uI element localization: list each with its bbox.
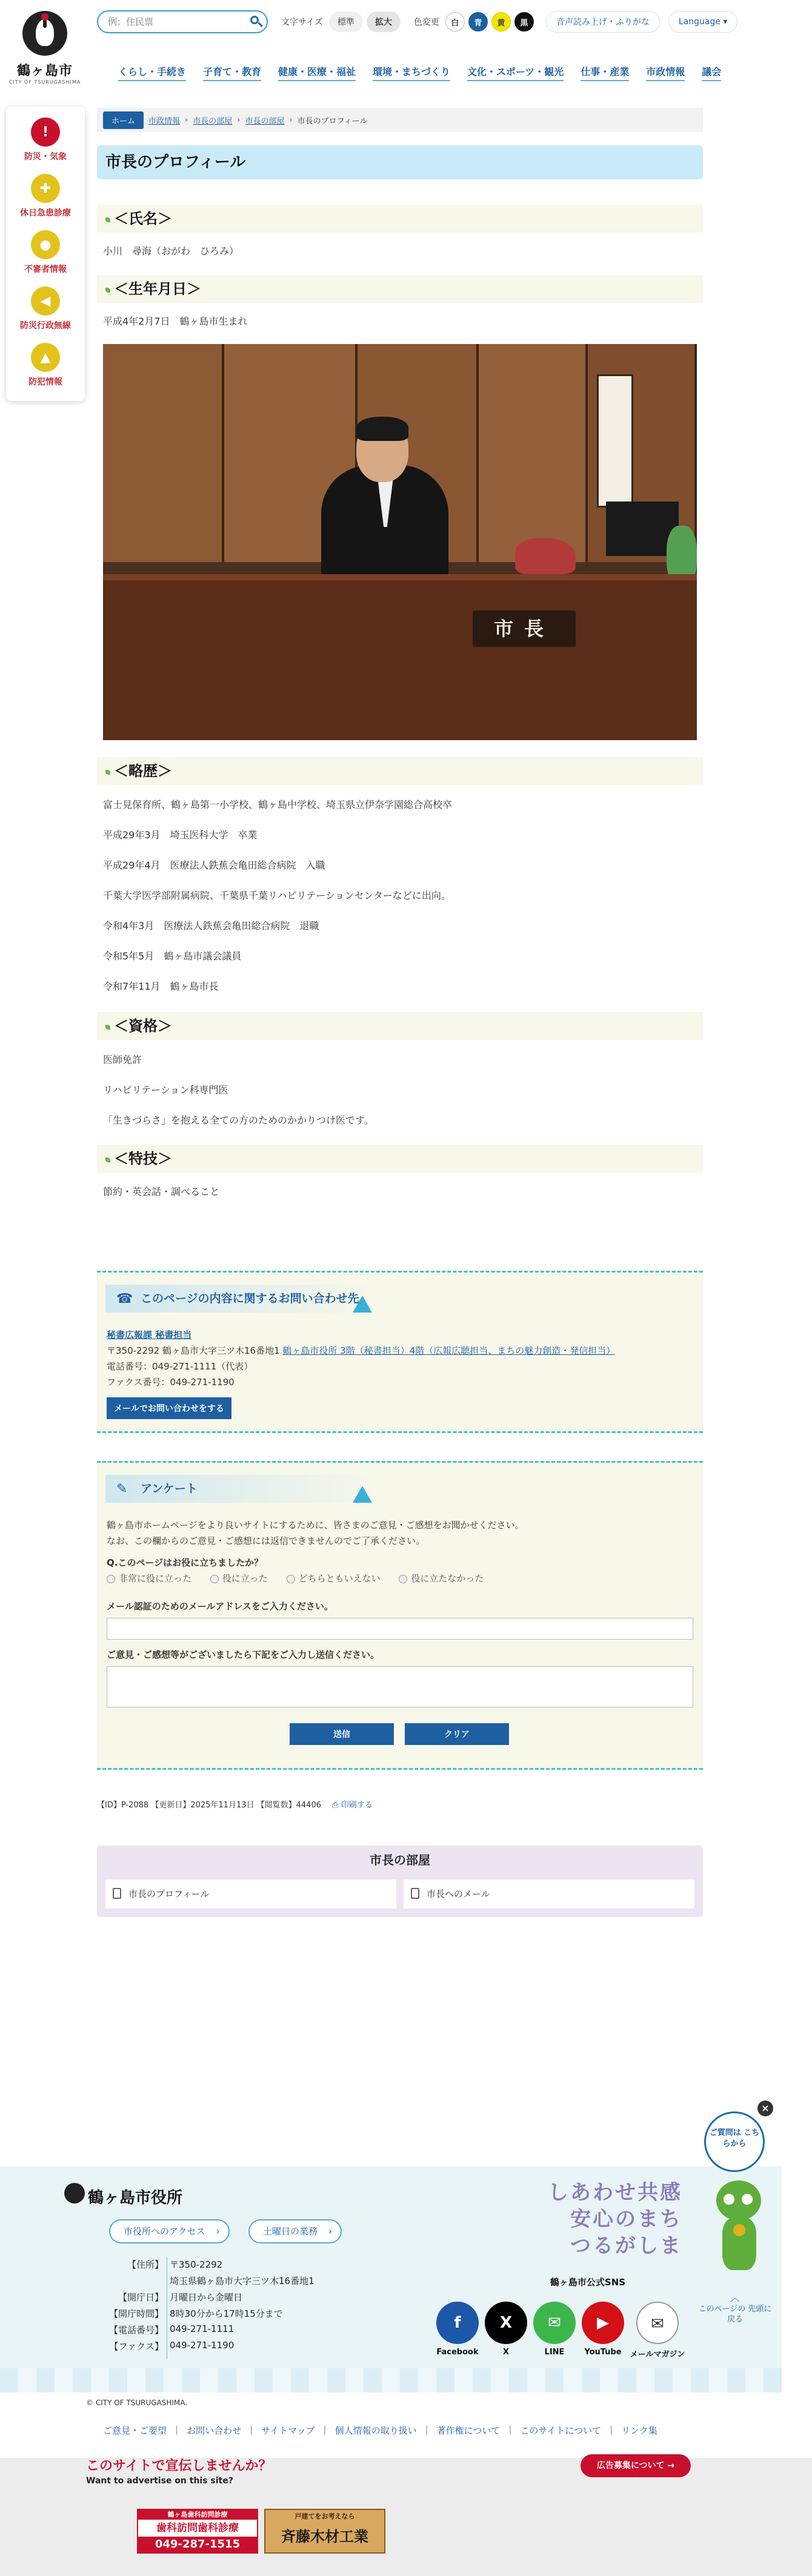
contact-fax: ファクス番号：049-271-1190 (107, 1377, 235, 1388)
quick-side-nav (6, 107, 85, 401)
mayor-room-title: 市長の部屋 (370, 1853, 430, 1867)
comment-textarea[interactable] (107, 1666, 693, 1707)
search-button[interactable] (248, 15, 264, 29)
room-link-mail[interactable]: 市長へのメール (404, 1879, 694, 1909)
color-blue-button[interactable]: 青 (468, 12, 488, 31)
history-item: 平成29年4月 医療法人鉄蕉会亀田総合病院 入職 (103, 859, 325, 871)
breadcrumb-mayor-room-2[interactable]: 市長の部屋 (245, 116, 285, 126)
clear-button[interactable]: クリア (405, 1723, 509, 1745)
contact-phone: 電話番号：049-271-1111（代表） (107, 1361, 253, 1372)
section-heading-name: ＜氏名＞ (97, 205, 703, 233)
mascot-character (708, 2180, 768, 2283)
gnav-environment[interactable]: 環境・まちづくり (373, 64, 450, 81)
chevron-right-icon: › (328, 2226, 333, 2237)
footer-link-privacy[interactable]: 個人情報の取り扱い (334, 2425, 417, 2436)
breadcrumb-mayor-room[interactable]: 市長の部屋 (193, 116, 233, 126)
contact-address: 〒350-2292 鶴ヶ島市大字三ツ木16番地1 鶴ヶ島市役所 3階（秘書担当）4階（広報広聴担当、まちの魅力創造・発信担当） (107, 1345, 616, 1356)
gnav-work[interactable]: 仕事・産業 (581, 64, 629, 81)
document-icon (411, 1888, 419, 1899)
color-white-button[interactable]: 白 (445, 12, 465, 31)
ad-banner-dental[interactable]: 鶴ヶ島歯科訪問診療 歯科訪問歯科診療 049-287-1515 (137, 2509, 258, 2554)
qualification-item: 医師免許 (103, 1054, 142, 1065)
page-title: 市長のプロフィール (97, 145, 703, 179)
leaf-icon (105, 1025, 110, 1030)
ad-title: このサイトで宣伝しませんか？ (86, 2458, 272, 2474)
side-item-disaster[interactable]: ! 防災・気象 (9, 118, 82, 174)
header (0, 0, 812, 109)
side-item-crime[interactable]: ▲ 防犯情報 (9, 343, 82, 399)
sns-title: 鶴ヶ島市公式SNS (550, 2277, 626, 2288)
sns-youtube[interactable]: ▶ YouTube (579, 2302, 627, 2357)
contact-box-title: ☎ このページの内容に関するお問い合わせ先 (105, 1285, 372, 1313)
submit-button[interactable]: 送信 (290, 1723, 394, 1745)
footer-link-contact[interactable]: お問い合わせ (187, 2425, 242, 2436)
history-item: 令和4年3月 医療法人鉄蕉会亀田総合病院 退職 (103, 920, 319, 932)
color-yellow-button[interactable]: 黄 (491, 12, 511, 31)
side-item-holiday-clinic[interactable]: ✚ 休日急患診療 (9, 174, 82, 230)
history-item: 令和5年5月 鶴ヶ島市議会議員 (103, 950, 242, 962)
saturday-service-button[interactable]: 土曜日の業務 › (248, 2219, 342, 2243)
global-nav (118, 64, 809, 81)
gnav-culture[interactable]: 文化・スポーツ・観光 (467, 64, 564, 81)
alert-person-icon: ● (31, 230, 60, 259)
gnav-city-info[interactable]: 市政情報 (646, 64, 685, 81)
utility-bar (97, 10, 806, 34)
email-label: メール認証のためのメールアドレスをご入力ください。 (107, 1601, 333, 1612)
facebook-icon: f (436, 2302, 479, 2344)
chevron-right-icon: › (216, 2226, 220, 2237)
gnav-health[interactable]: 健康・医療・福祉 (278, 64, 356, 81)
leaf-icon (105, 1157, 110, 1162)
sns-facebook[interactable]: f Facebook (433, 2302, 482, 2357)
footer-link-about[interactable]: このサイトについて (520, 2425, 602, 2436)
gnav-living[interactable]: くらし・手続き (118, 64, 186, 81)
siren-icon: ▲ (31, 343, 60, 372)
ad-subtitle: Want to advertise on this site? (86, 2476, 233, 2486)
contact-department-link[interactable]: 秘書広報課 秘書担当 (107, 1329, 192, 1340)
mayor-photo (103, 344, 697, 740)
font-size-large-button[interactable]: 拡大 (367, 12, 401, 32)
breadcrumb-home[interactable]: ホーム (103, 111, 144, 129)
print-button[interactable]: ⎙ 印刷する (332, 1801, 373, 1810)
font-size-label: 文字サイズ (281, 18, 323, 27)
font-size-normal-button[interactable]: 標準 (329, 12, 363, 32)
speaker-icon: ◀ (31, 286, 60, 316)
color-change-label: 色変更 (413, 18, 439, 27)
color-black-button[interactable]: 黒 (514, 12, 534, 31)
name-text: 小川 尋海（おがわ ひろみ） (103, 245, 239, 257)
language-select[interactable]: Language ▾ (668, 11, 738, 33)
side-item-radio[interactable]: ◀ 防災行政無線 (9, 286, 82, 343)
footer-link-links[interactable]: リンク集 (621, 2425, 657, 2436)
breadcrumb-city-info[interactable]: 市政情報 (148, 116, 181, 126)
survey-options: 非常に役に立った 役に立った どちらともいえない 役に立たなかった (107, 1572, 499, 1584)
reading-support-button[interactable]: 音声読み上げ・ふりがな (546, 11, 660, 33)
city-slogan: しあわせ共感 安心のまち つるがしま (548, 2180, 682, 2258)
history-item: 令和7年11月 鶴ヶ島市長 (103, 981, 219, 992)
view-count: 【閲覧数】44406 (256, 1801, 321, 1810)
section-heading-qualifications: ＜資格＞ (97, 1012, 703, 1040)
footer-link-copyright[interactable]: 著作権について (436, 2425, 501, 2436)
logo-title: 鶴ヶ島市 (16, 64, 73, 79)
side-item-suspicious[interactable]: ● 不審者情報 (9, 230, 82, 286)
leaf-icon (105, 288, 110, 293)
survey-intro-2: なお、この欄からのご意見・ご感想には返信できませんのでご了承ください。 (107, 1535, 425, 1546)
history-item: 千葉大学医学部附属病院、千葉県千葉リハビリテーションセンターなどに出向。 (103, 890, 451, 901)
mayor-room-box (97, 1846, 703, 1917)
radio-useful[interactable] (210, 1575, 219, 1583)
logo-subtitle: CITY OF TSURUGASHIMA (8, 79, 81, 85)
access-button[interactable]: 市役所へのアクセス › (109, 2219, 230, 2243)
close-icon[interactable]: × (757, 2101, 773, 2116)
name-plate: 市長 (473, 611, 576, 647)
room-link-profile[interactable]: 市長のプロフィール (105, 1879, 396, 1909)
warning-icon: ! (31, 118, 60, 147)
section-heading-history: ＜略歴＞ (97, 757, 703, 785)
survey-intro-1: 鶴ヶ島市ホームページをより良いサイトにするために、皆さまのご意見・ご感想をお聞かせください。 (107, 1520, 524, 1531)
section-heading-birth: ＜生年月日＞ (97, 275, 703, 303)
medical-icon: ✚ (31, 174, 60, 203)
survey-box (97, 1461, 703, 1770)
qualification-item: リハビリテーション科専門医 (103, 1084, 228, 1096)
youtube-icon: ▶ (582, 2302, 624, 2344)
ad-banner-lumber[interactable]: 戸建てをお考えなら 斉藤木材工業 (264, 2509, 385, 2554)
page-meta (97, 1798, 373, 1810)
section-heading-skills: ＜特技＞ (97, 1145, 703, 1173)
gnav-childcare[interactable]: 子育て・教育 (203, 64, 261, 81)
x-icon: X (485, 2302, 527, 2344)
leaf-icon (105, 770, 110, 775)
site-logo[interactable] (0, 0, 90, 94)
history-item: 富士見保育所、鶴ヶ島第一小学校、鶴ヶ島中学校、埼玉県立伊奈学園総合高校卒 (103, 799, 453, 810)
radio-very-useful[interactable] (107, 1575, 115, 1583)
copyright: © CITY OF TSURUGASHIMA. (86, 2399, 188, 2407)
footer-link-sitemap[interactable]: サイトマップ (261, 2425, 315, 2436)
back-to-top-button[interactable]: ︿ このページの 先頭に戻る (696, 2292, 774, 2325)
sns-x[interactable]: X X (482, 2302, 530, 2357)
survey-question: Q.このページはお役に立ちましたか？ (107, 1557, 264, 1568)
survey-title: ✎ アンケート (105, 1475, 372, 1503)
chevron-up-icon: ︿ (730, 2292, 740, 2303)
breadcrumb-current: 市長のプロフィール (297, 116, 368, 126)
gnav-assembly[interactable]: 議会 (702, 64, 721, 81)
printer-icon: ⎙ (332, 1801, 341, 1810)
comment-label: ご意見・ご感想等がございましたら下記をご入力し送信ください。 (107, 1649, 380, 1660)
email-input[interactable] (107, 1618, 693, 1640)
history-item: 平成29年3月 埼玉医科大学 卒業 (103, 829, 258, 841)
footer-link-opinion[interactable]: ご意見・ご要望 (103, 2425, 167, 2436)
city-emblem-icon (64, 2183, 85, 2204)
search-input[interactable] (97, 10, 268, 33)
line-icon: ✉ (533, 2302, 576, 2344)
edit-icon: ✎ (116, 1482, 128, 1497)
breadcrumb: ホーム 市政情報 › 市長の部屋 › 市長の部屋 › 市長のプロフィール (97, 108, 703, 132)
updated-date: 【更新日】2025年11月13日 (151, 1801, 255, 1810)
sns-mail-magazine[interactable]: ✉ メールマガジン (627, 2302, 688, 2359)
leaf-icon (105, 217, 110, 222)
footer-links: ご意見・ご要望 | お問い合わせ | サイトマップ | 個人情報の取り扱い | 著作権について | このサイトについて | リンク集 (103, 2424, 657, 2436)
radio-neutral[interactable] (287, 1575, 295, 1583)
page-id: 【ID】P-2088 (97, 1801, 149, 1810)
footer-city-hall-name: 鶴ヶ島市役所 (88, 2189, 183, 2207)
contact-box (97, 1271, 703, 1433)
search-box (97, 10, 268, 33)
mail-inquiry-button[interactable]: メールでお問い合わせをする (107, 1397, 231, 1419)
birth-text: 平成4年2月7日 鶴ヶ島市生まれ (103, 316, 248, 327)
contact-floor-link[interactable]: 鶴ヶ島市役所 3階（秘書担当）4階（広報広聴担当、まちの魅力創造・発信担当） (282, 1345, 616, 1356)
document-icon (113, 1888, 121, 1899)
phone-icon: ☎ (116, 1291, 133, 1306)
radio-not-useful[interactable] (399, 1575, 407, 1583)
city-emblem-icon (22, 11, 67, 56)
ad-recruit-button[interactable]: 広告募集について → (581, 2454, 691, 2477)
footer-decoration (0, 2368, 782, 2392)
mail-icon: ✉ (636, 2302, 679, 2344)
qualification-item: 「生きづらさ」を抱える全ての方のためのかかりつけ医です。 (103, 1114, 374, 1126)
sns-line[interactable]: ✉ LINE (530, 2302, 579, 2357)
skills-text: 節約・英会話・調べること (103, 1186, 220, 1197)
question-bubble[interactable]: ご質問は こちらから (704, 2111, 765, 2172)
